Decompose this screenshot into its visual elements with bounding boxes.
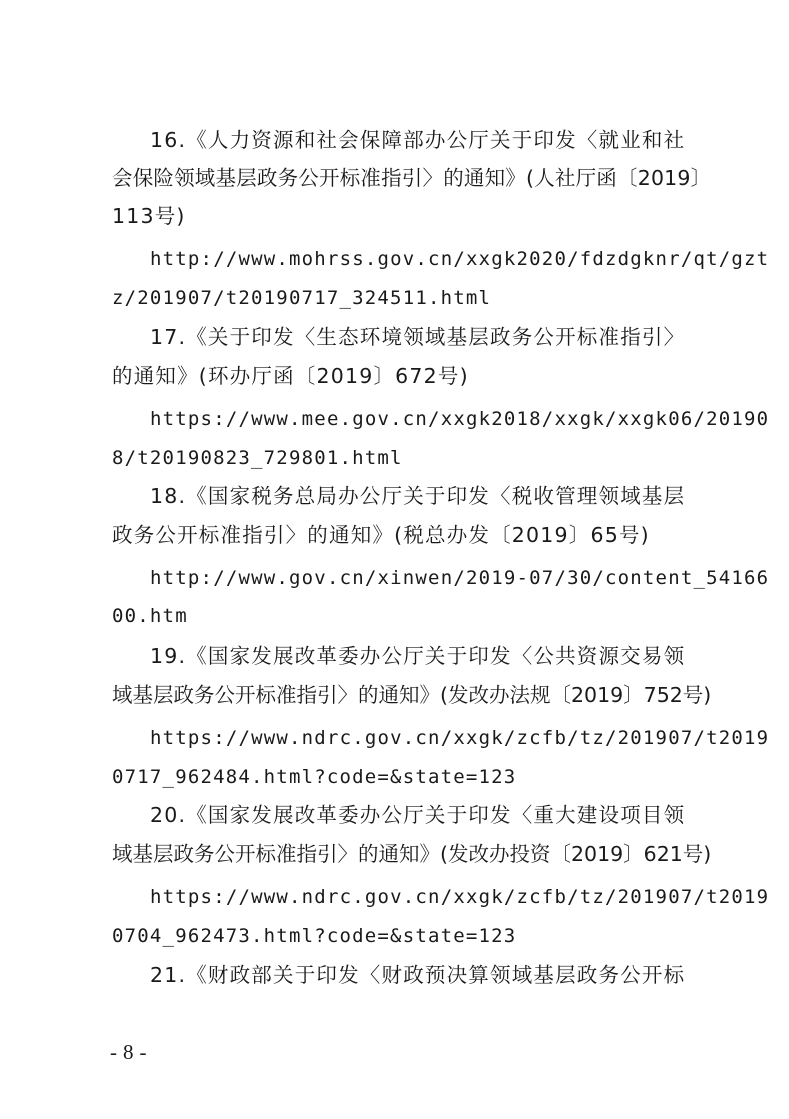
item-16-url-line-1: http://www.mohrss.gov.cn/xxgk2020/fdzdgknr/qt/gzt <box>150 248 770 270</box>
page-number: -8- <box>110 1040 153 1064</box>
item-18-url-line-1: http://www.gov.cn/xinwen/2019-07/30/content_54166 <box>150 567 770 589</box>
item-21-line-1: 21.《财政部关于印发〈财政预决算领域基层政务公开标 <box>150 963 686 987</box>
item-16-line-2: 会保险领域基层政务公开标准指引〉的通知》(人社厅函〔2019〕 <box>112 166 712 190</box>
item-20-line-2: 域基层政务公开标准指引〉的通知》(发改办投资〔2019〕621号) <box>112 842 712 866</box>
item-18-url-line-2: 00.htm <box>112 605 188 627</box>
item-19-line-1: 19.《国家发展改革委办公厅关于印发〈公共资源交易领 <box>150 644 686 668</box>
item-18-line-1: 18.《国家税务总局办公厅关于印发〈税收管理领域基层 <box>150 484 686 508</box>
item-16-url-line-2: z/201907/t20190717_324511.html <box>112 287 492 309</box>
item-18-line-2: 政务公开标准指引〉的通知》(税总办发〔2019〕65号) <box>112 523 650 547</box>
item-17-line-2: 的通知》(环办厅函〔2019〕672号) <box>112 364 469 388</box>
item-16-line-3: 113号) <box>112 204 186 228</box>
item-17-url-line-1: https://www.mee.gov.cn/xxgk2018/xxgk/xxgk06/20190 <box>150 408 770 430</box>
item-17-line-1: 17.《关于印发〈生态环境领域基层政务公开标准指引〉 <box>150 325 686 349</box>
item-20-url-line-2: 0704_962473.html?code=&state=123 <box>112 925 517 947</box>
item-19-url-line-2: 0717_962484.html?code=&state=123 <box>112 766 517 788</box>
item-20-line-1: 20.《国家发展改革委办公厅关于印发〈重大建设项目领 <box>150 803 686 827</box>
item-19-line-2: 域基层政务公开标准指引〉的通知》(发改办法规〔2019〕752号) <box>112 683 712 707</box>
item-20-url-line-1: https://www.ndrc.gov.cn/xxgk/zcfb/tz/201907/t2019 <box>150 886 770 908</box>
item-19-url-line-1: https://www.ndrc.gov.cn/xxgk/zcfb/tz/201907/t2019 <box>150 727 770 749</box>
item-16-line-1: 16.《人力资源和社会保障部办公厅关于印发〈就业和社 <box>150 128 686 152</box>
item-17-url-line-2: 8/t20190823_729801.html <box>112 447 403 469</box>
